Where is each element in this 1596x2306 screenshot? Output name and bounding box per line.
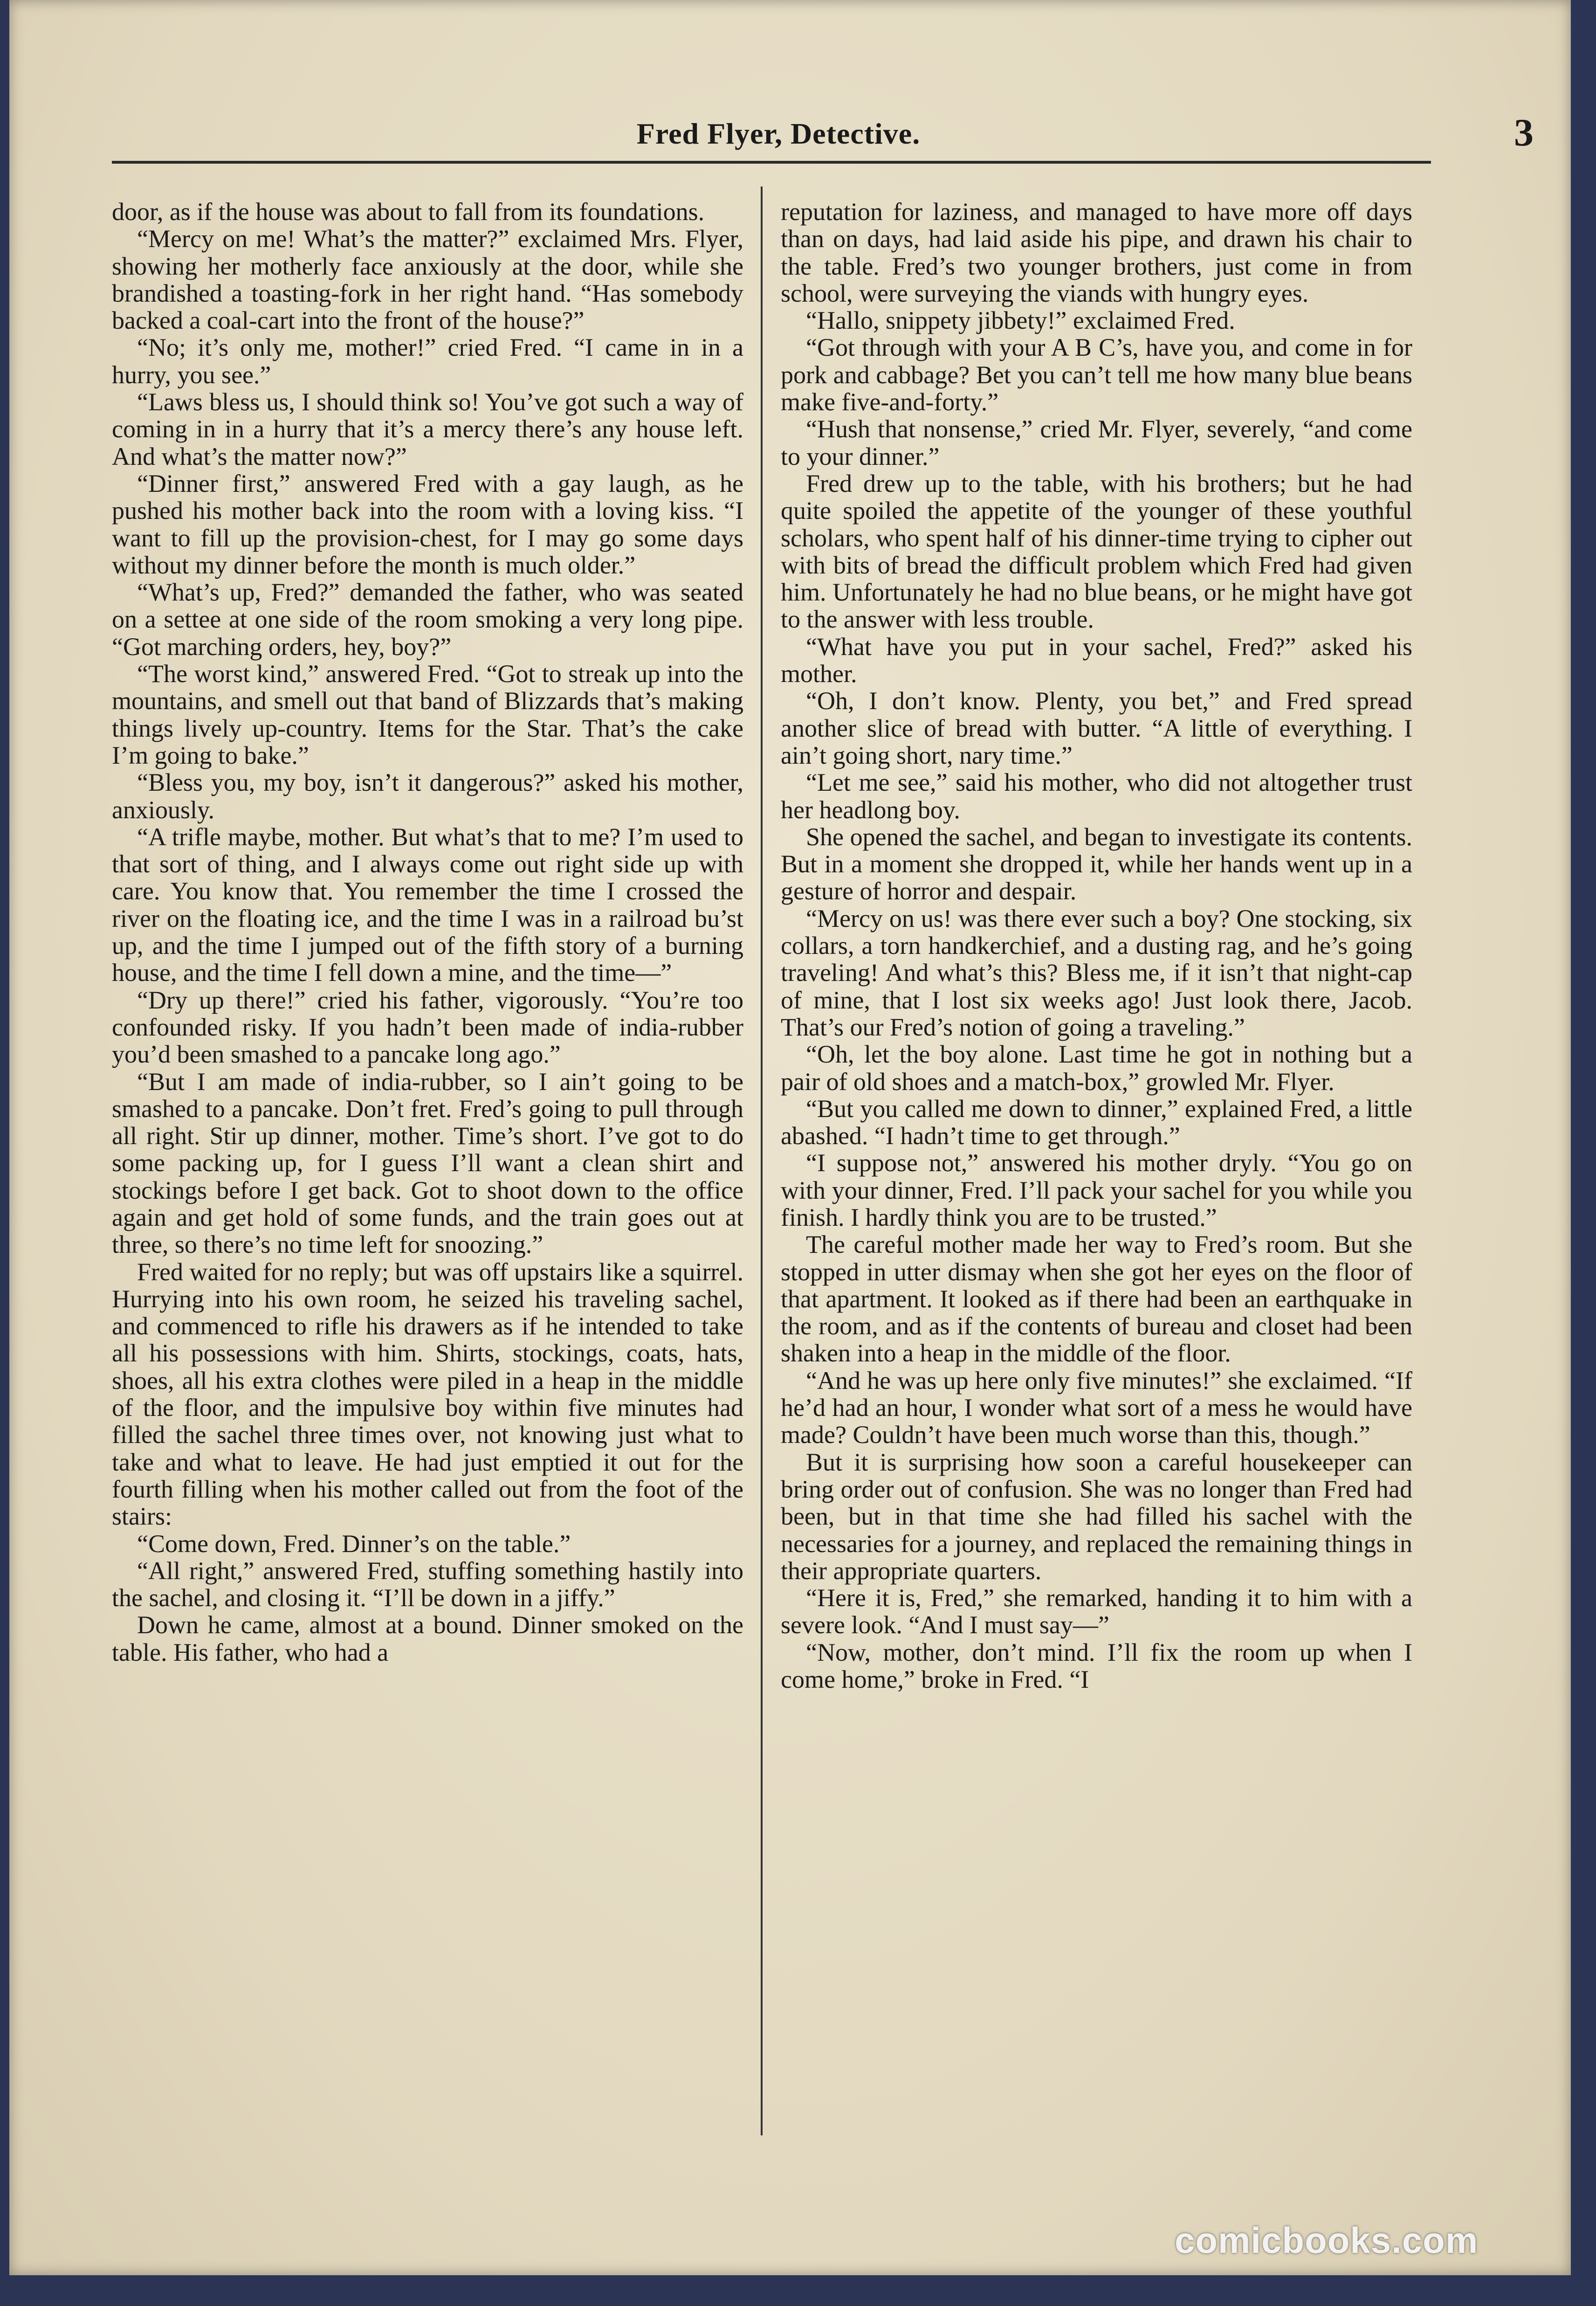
paragraph: “Here it is, Fred,” she remarked, handing it to him with a severe look. “And I must say—” <box>781 1584 1412 1639</box>
paragraph: “A trifle maybe, mother. But what’s that to me? I’m used to that sort of thing, and I always come out right side up with care. You know that. You remember the time I crossed the river on the floating ice, and the time I was in a railroad bu’st up, and the time I jumped out of the fifth story of a burning house, and the time I fell down a mine, and the time—” <box>112 822 743 987</box>
paragraph: “Oh, let the boy alone. Last time he got in nothing but a pair of old shoes and a match-box,” growled Mr. Flyer. <box>781 1040 1412 1096</box>
paragraph: Down he came, almost at a bound. Dinner smoked on the table. His father, who had a <box>112 1611 743 1666</box>
paragraph: “No; it’s only me, mother!” cried Fred. “I came in in a hurry, you see.” <box>112 333 743 389</box>
paragraph: “Hallo, snippety jibbety!” exclaimed Fred. <box>806 306 1235 335</box>
paragraph: “Bless you, my boy, isn’t it dangerous?” asked his mother, anxiously. <box>112 768 743 824</box>
paragraph: door, as if the house was about to fall from its foundations. <box>112 198 705 226</box>
paragraph: “Mercy on me! What’s the matter?” exclaimed Mrs. Flyer, showing her motherly face anxiously at the door, while she brandished a toasting-fork in her right hand. “Has somebody backed a coal-cart into the front of the house?” <box>112 225 743 335</box>
running-header <box>9 0 1571 168</box>
column-divider <box>761 186 763 2135</box>
page-number: 3 <box>1514 111 1534 154</box>
page-title: Fred Flyer, Detective. <box>636 117 921 150</box>
paragraph: “What have you put in your sachel, Fred?” asked his mother. <box>781 632 1412 688</box>
paragraph: Fred drew up to the table, with his brothers; but he had quite spoiled the appetite of the younger of these youthful scholars, who spent half of his dinner-time trying to cipher out with bits of bread the difficult problem which Fred had given him. Unfortunately he had no blue beans, or he might have got to the answer with less trouble. <box>781 469 1412 634</box>
paragraph: “Oh, I don’t know. Plenty, you bet,” and Fred spread another slice of bread with butter. “A little of everything. I ain’t going short, nary time.” <box>781 687 1412 769</box>
paragraph: “Now, mother, don’t mind. I’ll fix the room up when I come home,” broke in Fred. “I <box>781 1638 1412 1694</box>
header-rule <box>112 161 1431 164</box>
paragraph: Fred waited for no reply; but was off upstairs like a squirrel. Hurrying into his own room, he seized his traveling sachel, and commenced to rifle his drawers as if he intended to take all his possessions with him. Shirts, stockings, coats, hats, shoes, all his extra clothes were piled in a heap in the middle of the floor, and the impulsive boy within five minutes had filled the sachel three times over, not knowing just what to take and what to leave. He had just emptied it out for the fourth filling when his mother called out from the foot of the stairs: <box>112 1257 743 1531</box>
paragraph: “The worst kind,” answered Fred. “Got to streak up into the mountains, and smell out that band of Blizzards that’s making things lively up-country. Items for the Star. That’s the cake I’m going to bake.” <box>112 660 743 769</box>
magazine-page <box>9 0 1571 2275</box>
paragraph: But it is surprising how soon a careful housekeeper can bring order out of confusion. She was no longer than Fred had been, but in that time she had filled his sachel with the necessaries for a journey, and replaced the remaining things in their appropriate quarters. <box>781 1448 1412 1585</box>
paragraph: “Let me see,” said his mother, who did not altogether trust her headlong boy. <box>781 768 1412 824</box>
paragraph: “Come down, Fred. Dinner’s on the table.” <box>137 1529 571 1558</box>
right-column <box>781 198 1412 2133</box>
paragraph: “Laws bless us, I should think so! You’ve got such a way of coming in in a hurry that it’s a mercy there’s any house left. And what’s the matter now?” <box>112 388 743 470</box>
paragraph: “And he was up here only five minutes!” she exclaimed. “If he’d had an hour, I wonder what sort of a mess he would have made? Couldn’t have been much worse than this, though.” <box>781 1366 1412 1449</box>
paragraph: “All right,” answered Fred, stuffing something hastily into the sachel, and closing it. “I’ll be down in a jiffy.” <box>112 1556 743 1612</box>
paragraph: The careful mother made her way to Fred’s room. But she stopped in utter dismay when she got her eyes on the floor of that apartment. It looked as if there had been an earthquake in the room, and as if the contents of bureau and closet had been shaken into a heap in the middle of the floor. <box>781 1230 1412 1367</box>
paragraph: “Dinner first,” answered Fred with a gay laugh, as he pushed his mother back into the room with a loving kiss. “I want to fill up the provision-chest, for I may go some days without my dinner before the month is much older.” <box>112 469 743 579</box>
paragraph: “Dry up there!” cried his father, vigorously. “You’re too confounded risky. If you hadn’t been made of india-rubber you’d been smashed to a pancake long ago.” <box>112 986 743 1069</box>
paragraph: “Mercy on us! was there ever such a boy? One stocking, six collars, a torn handkerchief, and a dusting rag, and he’s going traveling! And what’s this? Bless me, if it isn’t that night-cap of mine, that I lost six weeks ago! Just look there, Jacob. That’s our Fred’s notion of going a traveling.” <box>781 904 1412 1041</box>
paragraph: “Got through with your A B C’s, have you, and come in for pork and cabbage? Bet you can’t tell me how many blue beans make five-and-forty.” <box>781 333 1412 416</box>
paragraph: She opened the sachel, and began to investigate its contents. But in a moment she dropped it, while her hands went up in a gesture of horror and despair. <box>781 822 1412 905</box>
paragraph: “But I am made of india-rubber, so I ain’t going to be smashed to a pancake. Don’t fret. Fred’s going to pull through all right. Stir up dinner, mother. Time’s short. I’ve got to do some packing up, for I guess I’ll want a clean shirt and stockings before I get back. Got to shoot down to the office again and get hold of some funds, and the train goes out at three, so there’s no time left for snoozing.” <box>112 1067 743 1259</box>
paragraph: “What’s up, Fred?” demanded the father, who was seated on a settee at one side of the room smoking a very long pipe. “Got marching orders, hey, boy?” <box>112 578 743 661</box>
left-column <box>112 198 743 2133</box>
paragraph: reputation for laziness, and managed to have more off days than on days, had laid aside his pipe, and drawn his chair to the table. Fred’s two younger brothers, just come in from school, were surveying the viands with hungry eyes. <box>781 198 1412 307</box>
paragraph: “I suppose not,” answered his mother dryly. “You go on with your dinner, Fred. I’ll pack your sachel for you while you finish. I hardly think you are to be trusted.” <box>781 1149 1412 1231</box>
site-watermark: comicbooks.com <box>1175 2220 1479 2261</box>
paragraph: “Hush that nonsense,” cried Mr. Flyer, severely, “and come to your dinner.” <box>781 415 1412 470</box>
paragraph: “But you called me down to dinner,” explained Fred, a little abashed. “I hadn’t time to get through.” <box>781 1094 1412 1150</box>
